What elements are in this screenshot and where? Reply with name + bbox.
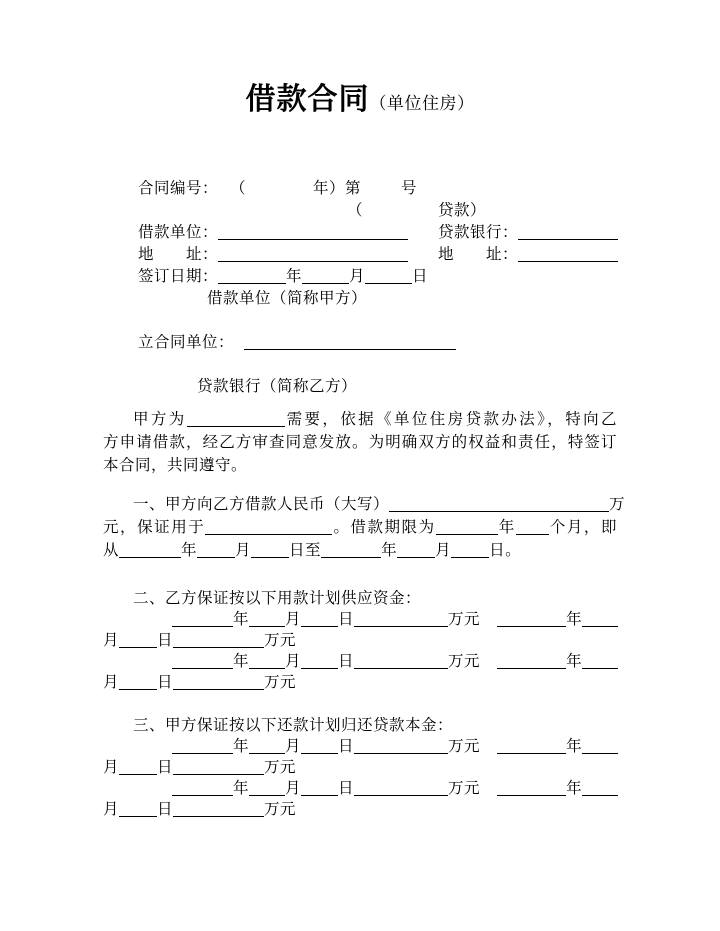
blank-field xyxy=(582,737,618,754)
blank-field xyxy=(497,610,566,627)
text-run: 月 xyxy=(103,631,120,649)
text-run: 日 xyxy=(338,737,355,755)
blank-field xyxy=(518,245,618,262)
blank-field xyxy=(119,541,181,558)
section1-line-3 xyxy=(103,539,617,562)
section2-schedule-row1-line1 xyxy=(172,609,617,630)
blank-field xyxy=(119,800,157,817)
blank-field xyxy=(516,518,549,535)
text-run: 甲方为 xyxy=(133,410,187,428)
blank-field xyxy=(218,245,408,262)
text-run: 年 xyxy=(497,518,516,536)
blank-field xyxy=(172,652,233,669)
addresses-line xyxy=(138,243,617,265)
text-run: 贷款银行（简称乙方） xyxy=(197,377,358,395)
blank-field xyxy=(436,518,498,535)
text-run: 月 xyxy=(349,267,366,285)
text-run: 一、甲方向乙方借款人民币（大写） xyxy=(133,495,390,513)
blank-field xyxy=(218,223,408,240)
text-run: 日 xyxy=(157,631,174,649)
blank-field xyxy=(451,541,489,558)
section1-line-2 xyxy=(103,516,617,539)
section3-schedule-row2-line2 xyxy=(103,799,617,820)
text-run: 从 xyxy=(103,541,120,559)
text-run: 月 xyxy=(285,779,302,797)
text-run: 月 xyxy=(103,758,120,776)
section2-schedule-row1-line2 xyxy=(103,630,617,651)
spacer xyxy=(361,192,401,193)
text-run: 年 xyxy=(566,779,583,797)
blank-field xyxy=(301,779,338,796)
text-run: 年 xyxy=(381,541,398,559)
blank-field xyxy=(173,758,264,775)
text-run: 日 xyxy=(338,779,355,797)
text-run: 借款单位： xyxy=(138,223,219,241)
text-run: 借款单位（简称甲方） xyxy=(207,289,368,307)
text-run: 年 xyxy=(233,610,250,628)
document-body xyxy=(103,177,626,820)
text-run: 三、甲方保证按以下还款计划归还贷款本金： xyxy=(133,716,454,734)
blank-field xyxy=(172,610,233,627)
preamble-line-3 xyxy=(103,454,617,477)
document-title xyxy=(0,0,720,119)
blank-field xyxy=(518,223,618,240)
blank-field xyxy=(397,541,435,558)
text-run: 方申请借款，经乙方审查同意发放。为明确双方的权益和责任，特签订 xyxy=(103,433,617,451)
text-run: 月 xyxy=(103,800,120,818)
section3-schedule-row1-line1 xyxy=(172,736,617,757)
text-run: 年 xyxy=(233,652,250,670)
text-run: 年 xyxy=(566,737,583,755)
text-run: 月 xyxy=(435,541,452,559)
text-run: 月 xyxy=(103,673,120,691)
text-run: 年 xyxy=(233,779,250,797)
blank-field xyxy=(354,737,448,754)
blank-field xyxy=(197,541,235,558)
text-run: 年 xyxy=(181,541,198,559)
title-main: 借款合同 xyxy=(245,82,370,117)
blank-field xyxy=(354,779,448,796)
section3-schedule-row1-line2 xyxy=(103,757,617,778)
text-run: 月 xyxy=(285,652,302,670)
text-run: 年 xyxy=(233,737,250,755)
text-run: 月 xyxy=(285,737,302,755)
preamble-line-2 xyxy=(103,431,617,454)
text-run: 万元 xyxy=(264,800,297,818)
title-sub: （单位住房） xyxy=(369,94,475,114)
text-run: 万元 xyxy=(264,758,297,776)
text-run: 贷款） xyxy=(438,201,487,219)
text-run: 号 xyxy=(401,179,418,197)
loan-type-line xyxy=(347,199,617,221)
spacer xyxy=(234,346,244,347)
text-run: 年 xyxy=(566,610,583,628)
spacer xyxy=(218,192,230,193)
party-a-caption xyxy=(207,287,617,309)
text-run: 地 址： xyxy=(138,245,219,263)
text-run: 日至 xyxy=(289,541,322,559)
text-run: 日 xyxy=(157,758,174,776)
blank-field xyxy=(249,737,285,754)
sign-date-line xyxy=(138,265,617,287)
text-run: 年）第 xyxy=(313,179,362,197)
section3-heading xyxy=(133,714,617,736)
parties-line xyxy=(138,221,617,243)
blank-field xyxy=(354,610,448,627)
text-run: 日 xyxy=(157,673,174,691)
blank-field xyxy=(172,779,233,796)
establisher-line xyxy=(138,331,617,353)
text-run: 个月，即 xyxy=(548,518,617,536)
section3-schedule-row2-line1 xyxy=(172,778,617,799)
section2-schedule-row2-line1 xyxy=(172,651,617,672)
text-run: 万元 xyxy=(448,737,481,755)
blank-field xyxy=(301,652,338,669)
spacer xyxy=(480,623,497,624)
blank-field xyxy=(205,518,332,535)
text-run: 日。 xyxy=(489,541,522,559)
blank-field xyxy=(497,779,566,796)
text-run: 二、乙方保证按以下用款计划供应资金： xyxy=(133,589,422,607)
blank-field xyxy=(582,652,618,669)
text-run: 万元 xyxy=(264,631,297,649)
text-run: 签订日期： xyxy=(138,267,219,285)
text-run: （ xyxy=(347,201,364,219)
blank-field xyxy=(173,800,264,817)
spacer xyxy=(408,236,438,237)
text-run: 地 址： xyxy=(438,245,519,263)
text-run: （ xyxy=(230,179,247,197)
contract-number-line xyxy=(138,177,617,199)
blank-field xyxy=(302,267,349,284)
blank-field xyxy=(301,737,338,754)
text-run: 日 xyxy=(157,800,174,818)
blank-field xyxy=(249,610,285,627)
spacer xyxy=(408,258,438,259)
blank-field xyxy=(389,495,609,512)
spacer xyxy=(480,792,497,793)
spacer xyxy=(246,192,313,193)
blank-field xyxy=(249,779,285,796)
section1-line-1 xyxy=(133,493,626,516)
party-b-caption xyxy=(197,375,617,397)
text-run: 贷款银行： xyxy=(438,223,519,241)
text-run: 立合同单位： xyxy=(138,333,235,351)
blank-field xyxy=(119,673,157,690)
text-run: 合同编号： xyxy=(138,179,219,197)
spacer xyxy=(480,750,497,751)
text-run: 年 xyxy=(286,267,303,285)
blank-field xyxy=(321,541,381,558)
blank-field xyxy=(354,652,448,669)
blank-field xyxy=(173,631,264,648)
section2-heading xyxy=(133,587,617,609)
section2-schedule-row2-line2 xyxy=(103,672,617,693)
blank-field xyxy=(301,610,338,627)
text-run: 万 xyxy=(609,495,626,513)
text-run: 元，保证用于 xyxy=(103,518,206,536)
text-run: 日 xyxy=(338,652,355,670)
text-run: 日 xyxy=(412,267,429,285)
blank-field xyxy=(249,652,285,669)
blank-field xyxy=(365,267,412,284)
blank-field xyxy=(582,610,618,627)
blank-field xyxy=(187,410,285,427)
spacer xyxy=(480,665,497,666)
preamble-line-1 xyxy=(133,408,617,431)
text-run: 万元 xyxy=(448,779,481,797)
text-run: 月 xyxy=(285,610,302,628)
blank-field xyxy=(218,267,286,284)
spacer xyxy=(363,214,438,215)
blank-field xyxy=(173,673,264,690)
blank-field xyxy=(497,652,566,669)
blank-field xyxy=(251,541,289,558)
blank-field xyxy=(244,333,456,350)
text-run: 万元 xyxy=(448,652,481,670)
blank-field xyxy=(172,737,233,754)
blank-field xyxy=(582,779,618,796)
text-run: 本合同，共同遵守。 xyxy=(103,456,248,474)
text-run: 万元 xyxy=(448,610,481,628)
text-run: 万元 xyxy=(264,673,297,691)
text-run: 日 xyxy=(338,610,355,628)
blank-field xyxy=(497,737,566,754)
text-run: 。借款期限为 xyxy=(332,518,436,536)
text-run: 需要，依据《单位住房贷款办法》，特向乙 xyxy=(284,410,617,428)
blank-field xyxy=(119,758,157,775)
text-run: 月 xyxy=(235,541,252,559)
text-run: 年 xyxy=(566,652,583,670)
blank-field xyxy=(119,631,157,648)
